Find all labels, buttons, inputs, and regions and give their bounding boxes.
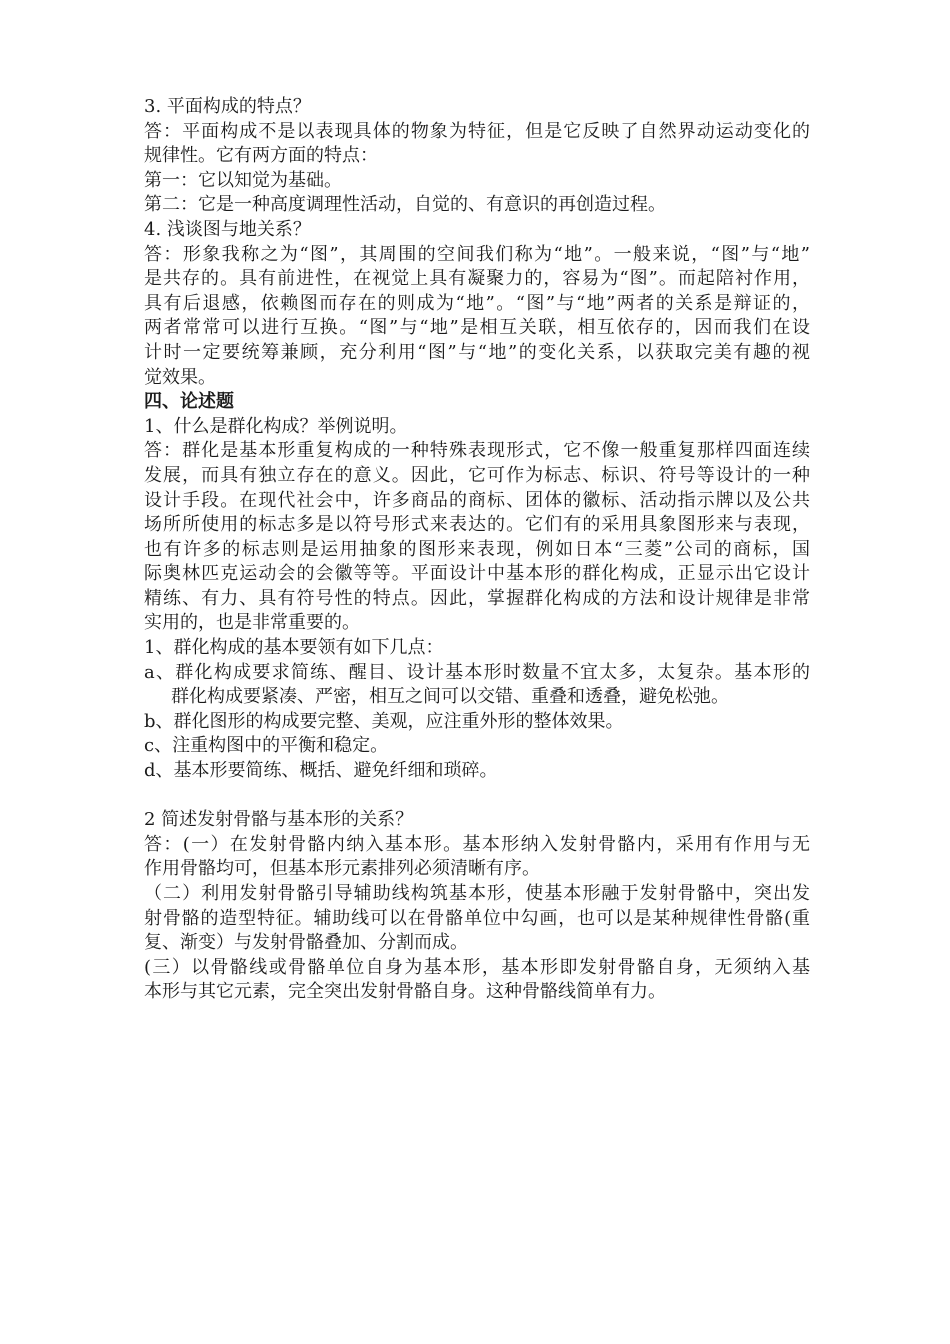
- essay-answer-2-line: (三）以骨骼线或骨骼单位自身为基本形，基本形即发射骨骼自身，无须纳入基: [144, 956, 810, 978]
- key-point-b: b、群化图形的构成要完整、美观，应注重外形的整体效果。: [144, 710, 624, 732]
- key-points-heading: 1、群化构成的基本要领有如下几点：: [144, 637, 444, 659]
- answer-4-line: 两者常常可以进行互换。“图”与“地”是相互关联，相互依存的，因而我们在设: [144, 317, 810, 339]
- section-heading: 四、论述题: [144, 391, 234, 413]
- essay-answer-1-line: 实用的，也是非常重要的。: [144, 612, 360, 634]
- key-point-c: c、注重构图中的平衡和稳定。: [144, 735, 389, 757]
- answer-4-line: 是共存的。具有前进性，在视觉上具有凝聚力的，容易为“图”。而起陪衬作用，: [144, 268, 810, 290]
- question-3-heading: 3. 平面构成的特点？: [144, 96, 311, 117]
- essay-answer-2-line: 本形与其它元素，完全突出发射骨骼自身。这种骨骼线简单有力。: [144, 981, 666, 1003]
- essay-answer-1-line: 发展，而具有独立存在的意义。因此，它可作为标志、标识、符号等设计的一种: [144, 464, 810, 486]
- essay-answer-2-line: 答：(一）在发射骨骼内纳入基本形。基本形纳入发射骨骼内，采用有作用与无: [144, 833, 810, 855]
- question-4-heading: 4. 浅谈图与地关系？: [144, 218, 311, 240]
- key-point-d: d、基本形要简练、概括、避免纤细和琐碎。: [144, 760, 498, 782]
- essay-answer-1-line: 场所所使用的标志多是以符号形式来表达的。它们有的采用具象图形来与表现，: [144, 514, 810, 536]
- key-point-a-continued: 群化构成要紧凑、严密，相互之间可以交错、重叠和透叠，避免松弛。: [171, 686, 729, 708]
- essay-question-2: 2 简述发射骨骼与基本形的关系？: [144, 809, 414, 831]
- answer-3-point-1: 第一：它以知觉为基础。: [144, 169, 342, 191]
- answer-3-line: 答：平面构成不是以表现具体的物象为特征，但是它反映了自然界动运动变化的: [144, 120, 810, 142]
- essay-answer-1-line: 也有许多的标志则是运用抽象的图形来表现，例如日本“三菱”公司的商标，国: [144, 538, 810, 560]
- essay-question-1: 1、什么是群化构成？举例说明。: [144, 415, 408, 437]
- answer-4-line: 答：形象我称之为“图”，其周围的空间我们称为“地”。一般来说，“图”与“地”: [144, 243, 810, 265]
- answer-3-line: 规律性。它有两方面的特点：: [144, 145, 378, 167]
- essay-answer-2-line: 射骨骼的造型特征。辅助线可以在骨骼单位中勾画，也可以是某种规律性骨骼(重: [144, 907, 810, 929]
- key-point-a: a、群化构成要求简练、醒目、设计基本形时数量不宜太多，太复杂。基本形的: [144, 661, 810, 683]
- essay-answer-1-line: 际奥林匹克运动会的会徽等等。平面设计中基本形的群化构成，正显示出它设计: [144, 563, 810, 585]
- blank-line: [144, 784, 810, 809]
- essay-answer-1-line: 设计手段。在现代社会中，许多商品的商标、团体的徽标、活动指示牌以及公共: [144, 489, 810, 511]
- answer-4-line: 具有后退感，依赖图而存在的则成为“地”。“图”与“地”两者的关系是辩证的，: [144, 292, 810, 314]
- essay-answer-2-line: 作用骨骼均可，但基本形元素排列必须清晰有序。: [144, 858, 540, 880]
- answer-4-line: 计时一定要统筹兼顾，充分利用“图”与“地”的变化关系，以获取完美有趣的视: [144, 341, 810, 363]
- essay-answer-2-line: （二）利用发射骨骼引导辅助线构筑基本形，使基本形融于发射骨骼中，突出发: [144, 883, 810, 904]
- document-page: [144, 95, 810, 1005]
- essay-answer-1-line: 答：群化是基本形重复构成的一种特殊表现形式，它不像一般重复那样四面连续: [144, 440, 810, 462]
- essay-answer-2-line: 复、渐变）与发射骨骼叠加、分割而成。: [144, 932, 468, 954]
- essay-answer-1-line: 精练、有力、具有符号性的特点。因此，掌握群化构成的方法和设计规律是非常: [144, 587, 810, 609]
- answer-4-line: 觉效果。: [144, 366, 216, 388]
- answer-3-point-2: 第二：它是一种高度调理性活动，自觉的、有意识的再创造过程。: [144, 194, 666, 216]
